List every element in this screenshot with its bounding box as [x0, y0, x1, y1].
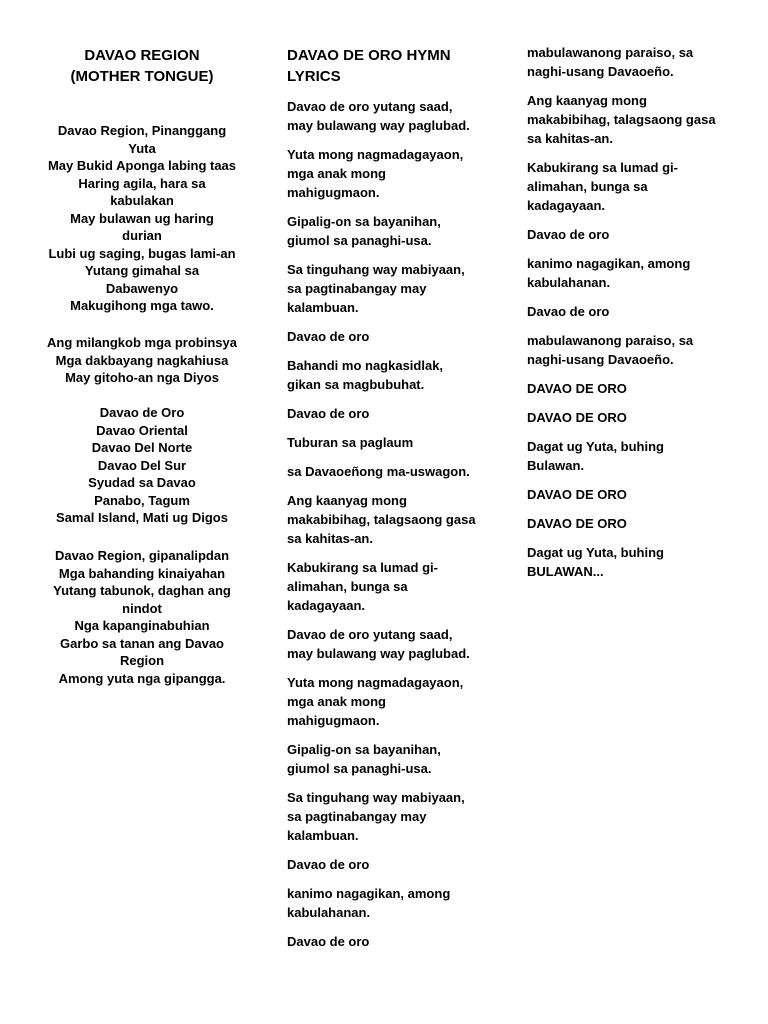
- lyric-line: kabulahanan.: [527, 275, 611, 290]
- lyric-line: DAVAO DE ORO: [527, 410, 627, 425]
- stanza: [40, 404, 244, 527]
- lyric-line: Haring agila, hara sa: [78, 175, 206, 191]
- lyric-line: Davao de oro: [287, 857, 370, 872]
- lyric-paragraph: [287, 673, 487, 730]
- lyric-paragraph: [287, 788, 487, 845]
- title-line: (MOTHER TONGUE): [70, 68, 214, 85]
- lyric-paragraph: [287, 433, 487, 452]
- lyric-line: may bulawang way paglubad.: [287, 118, 470, 133]
- lyric-paragraph: [287, 932, 487, 951]
- lyric-line: Davao Del Sur: [97, 457, 187, 473]
- lyric-line: Kabukirang sa lumad gi-: [287, 560, 438, 575]
- lyric-line: Dagat ug Yuta, buhing: [527, 439, 664, 454]
- title-line: LYRICS: [287, 68, 341, 85]
- lyric-paragraph: [527, 514, 732, 533]
- lyric-line: mga anak mong: [287, 166, 386, 181]
- lyric-line: Gipalig-on sa bayanihan,: [287, 742, 441, 757]
- lyric-paragraph: [527, 254, 732, 292]
- lyric-line: Davao de oro yutang saad,: [287, 627, 453, 642]
- lyric-line: Kabukirang sa lumad gi-: [527, 160, 678, 175]
- lyric-paragraph: [287, 97, 487, 135]
- lyric-line: Bahandi mo nagkasidlak,: [287, 358, 444, 373]
- lyric-paragraph: [527, 485, 732, 504]
- lyric-line: Davao Region, gipanalipdan: [54, 548, 230, 563]
- lyric-line: mabulawanong paraiso, sa: [527, 333, 694, 348]
- lyric-line: giumol sa panaghi-usa.: [287, 233, 432, 248]
- stanza: [40, 547, 244, 687]
- lyric-line: nindot: [122, 600, 162, 616]
- lyric-paragraph: [287, 145, 487, 202]
- lyric-line: Davao de oro: [527, 304, 610, 319]
- lyric-line: gikan sa magbubuhat.: [287, 377, 425, 392]
- lyric-line: mga anak mong: [287, 694, 386, 709]
- lyric-line: kadagayaan.: [527, 198, 606, 213]
- lyric-paragraph: [287, 625, 487, 663]
- lyric-line: Panabo, Tagum: [94, 492, 190, 508]
- lyric-line: Ang milangkob mga probinsya: [47, 335, 237, 350]
- lyric-line: May bulawan ug haring: [70, 210, 214, 226]
- lyric-line: DAVAO DE ORO: [527, 381, 627, 396]
- lyric-line: Davao de oro: [287, 934, 370, 949]
- stanza: [40, 334, 244, 387]
- lyric-line: sa kahitas-an.: [287, 531, 373, 546]
- lyric-line: sa kahitas-an.: [527, 131, 613, 146]
- lyric-paragraph: [527, 225, 732, 244]
- lyric-line: sa pagtinabangay may: [287, 281, 427, 296]
- lyric-line: Sa tinguhang way mabiyaan,: [287, 262, 465, 277]
- lyric-line: Yuta mong nagmadagayaon,: [287, 675, 464, 690]
- lyric-paragraph: [527, 331, 732, 369]
- lyric-paragraph: [287, 740, 487, 778]
- lyric-line: May gitoho-an nga Diyos: [65, 370, 219, 385]
- lyric-line: Davao Oriental: [96, 422, 188, 438]
- lyric-paragraph: [287, 462, 487, 481]
- lyric-line: Davao Del Norte: [91, 440, 193, 455]
- lyric-line: makabibihag, talagsaong gasa: [287, 512, 476, 527]
- title-line: DAVAO DE ORO HYMN: [287, 47, 451, 64]
- lyric-line: naghi-usang Davaoeño.: [527, 64, 674, 79]
- lyric-line: DAVAO DE ORO: [527, 487, 627, 502]
- lyric-line: kadagayaan.: [287, 598, 366, 613]
- lyric-line: kabulahanan.: [287, 905, 371, 920]
- lyric-line: giumol sa panaghi-usa.: [287, 761, 432, 776]
- lyric-line: Ang kaanyag mong: [287, 493, 407, 508]
- lyric-line: alimahan, bunga sa: [287, 579, 408, 594]
- lyric-line: Mga dakbayang nagkahiusa: [55, 352, 229, 368]
- lyric-paragraph: [287, 327, 487, 346]
- lyric-line: mabulawanong paraiso, sa: [527, 45, 694, 60]
- lyric-line: Syudad sa Davao: [88, 475, 196, 490]
- lyric-paragraph: [287, 212, 487, 250]
- lyric-line: Davao de oro: [287, 406, 370, 421]
- lyric-line: makabibihag, talagsaong gasa: [527, 112, 716, 127]
- lyric-line: Davao de Oro: [99, 405, 185, 420]
- hymn-title: [287, 45, 487, 87]
- lyric-line: Dabawenyo: [105, 280, 179, 296]
- lyric-line: May Bukid Aponga labing taas: [47, 158, 237, 173]
- lyric-line: Sa tinguhang way mabiyaan,: [287, 790, 465, 805]
- hymn-paragraphs-continued: [527, 43, 732, 591]
- lyric-line: Davao Region, Pinanggang: [57, 123, 227, 138]
- lyric-line: durian: [122, 228, 162, 243]
- lyric-line: Davao de oro: [527, 227, 610, 242]
- lyric-paragraph: [527, 91, 732, 148]
- lyric-line: Yuta mong nagmadagayaon,: [287, 147, 464, 162]
- lyric-line: BULAWAN...: [527, 564, 604, 579]
- lyric-line: Nga kapanginabuhian: [74, 618, 210, 633]
- lyric-line: Among yuta nga gipangga.: [58, 670, 226, 686]
- lyric-paragraph: [527, 543, 732, 581]
- lyric-line: alimahan, bunga sa: [527, 179, 648, 194]
- stanza: [40, 122, 244, 315]
- lyric-line: Lubi ug saging, bugas lami-an: [48, 245, 236, 261]
- lyric-paragraph: [527, 43, 732, 81]
- lyric-paragraph: [287, 260, 487, 317]
- lyric-paragraph: [527, 408, 732, 427]
- lyric-line: Davao de oro yutang saad,: [287, 99, 453, 114]
- lyric-line: Region: [119, 653, 165, 668]
- title-line: DAVAO REGION: [84, 47, 200, 64]
- lyric-line: Gipalig-on sa bayanihan,: [287, 214, 441, 229]
- lyric-line: Tuburan sa paglaum: [287, 435, 414, 450]
- mother-tongue-title: [40, 45, 244, 87]
- lyric-line: mahigugmaon.: [287, 713, 380, 728]
- lyric-paragraph: [287, 491, 487, 548]
- hymn-paragraphs: [287, 97, 487, 961]
- lyric-line: kalambuan.: [287, 300, 359, 315]
- lyric-line: Makugihong mga tawo.: [70, 298, 214, 313]
- lyric-line: may bulawang way paglubad.: [287, 646, 470, 661]
- lyric-paragraph: [287, 356, 487, 394]
- lyric-line: kanimo nagagikan, among: [527, 256, 691, 271]
- lyric-line: kalambuan.: [287, 828, 359, 843]
- lyric-line: Ang kaanyag mong: [527, 93, 647, 108]
- lyric-line: sa pagtinabangay may: [287, 809, 427, 824]
- lyric-line: Garbo sa tanan ang Davao: [60, 635, 224, 651]
- lyric-line: Yutang gimahal sa: [84, 263, 200, 278]
- lyric-line: Bulawan.: [527, 458, 585, 473]
- lyric-line: Yutang tabunok, daghan ang: [53, 583, 231, 598]
- lyric-line: kanimo nagagikan, among: [287, 886, 451, 901]
- lyric-line: naghi-usang Davaoeño.: [527, 352, 674, 367]
- lyric-line: Davao de oro: [287, 329, 370, 344]
- lyric-line: Mga bahanding kinaiyahan: [58, 565, 226, 581]
- lyric-line: Dagat ug Yuta, buhing: [527, 545, 664, 560]
- lyric-paragraph: [527, 437, 732, 475]
- lyric-paragraph: [287, 404, 487, 423]
- lyric-paragraph: [287, 884, 487, 922]
- lyric-line: DAVAO DE ORO: [527, 516, 627, 531]
- lyric-line: sa Davaoeñong ma-uswagon.: [287, 464, 470, 479]
- lyric-paragraph: [287, 558, 487, 615]
- lyric-paragraph: [527, 302, 732, 321]
- lyric-paragraph: [287, 855, 487, 874]
- lyric-line: Samal Island, Mati ug Digos: [56, 510, 228, 525]
- lyric-paragraph: [527, 158, 732, 215]
- lyric-line: mahigugmaon.: [287, 185, 380, 200]
- lyric-line: kabulakan: [110, 193, 174, 208]
- lyric-paragraph: [527, 379, 732, 398]
- lyric-line: Yuta: [128, 140, 156, 156]
